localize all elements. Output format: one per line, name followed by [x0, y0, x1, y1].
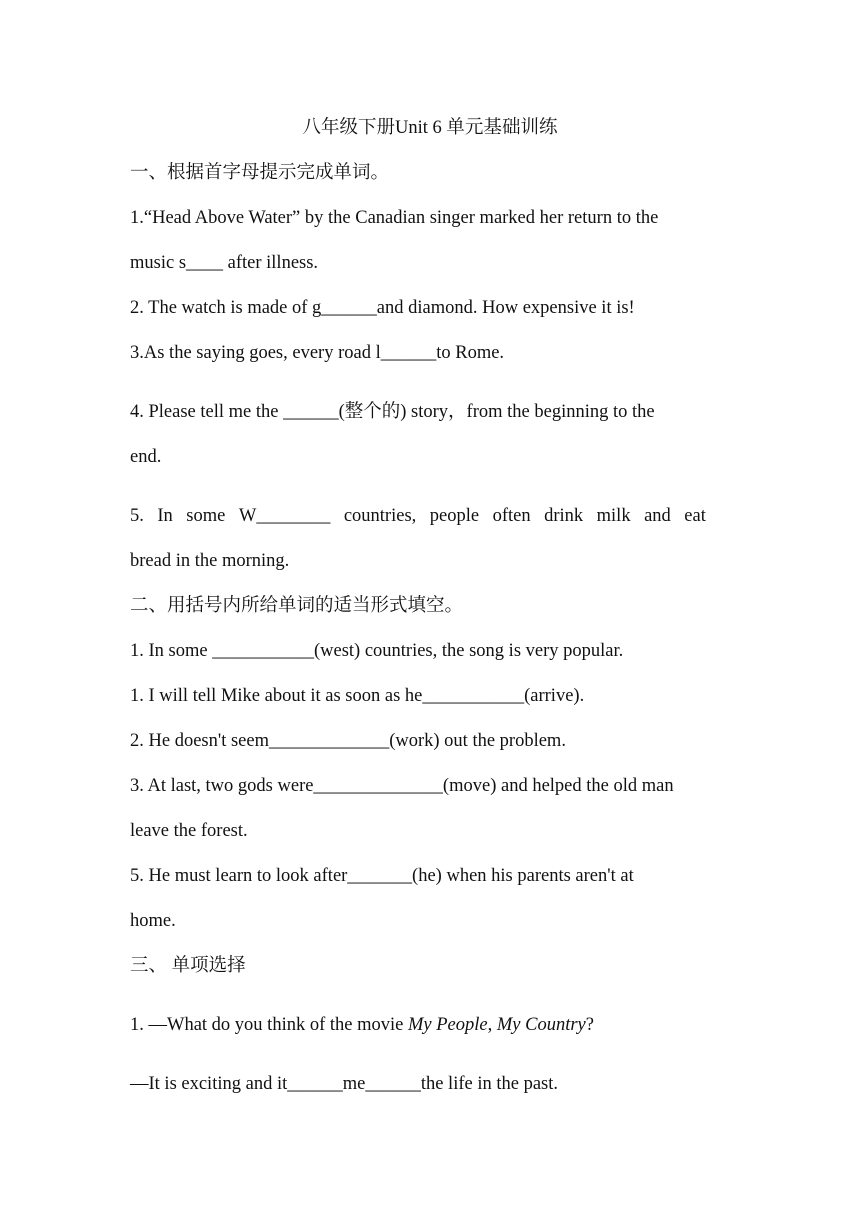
- s1-q5-word: and: [644, 506, 671, 526]
- s3-q1-answer: —It is exciting and it______me______the life in the past.: [130, 1074, 558, 1094]
- s1-q5-word: some: [186, 506, 226, 526]
- s1-q5-line2: bread in the morning.: [130, 551, 290, 571]
- s3-q1-comma: ,: [487, 1015, 497, 1035]
- s1-q5-word: milk: [596, 506, 631, 526]
- s1-q5-word: 5.: [130, 506, 144, 526]
- s1-q3: 3.As the saying goes, every road l______to Rome.: [130, 343, 505, 363]
- s3-q1-question: [130, 1013, 594, 1037]
- s2-q3-line2: leave the forest.: [130, 821, 248, 841]
- s1-q5-word: W________: [238, 506, 331, 526]
- s1-q4-line2: end.: [130, 447, 162, 467]
- s1-q5-word: often: [492, 506, 531, 526]
- s1-q1-line1: 1.“Head Above Water” by the Canadian singer marked her return to the: [130, 208, 659, 228]
- section-3-heading: 三、 单项选择: [130, 956, 246, 976]
- s1-q1-line2: music s____ after illness.: [130, 253, 319, 273]
- s1-q5-word: eat: [684, 506, 706, 526]
- s1-q5-word: people: [429, 506, 480, 526]
- s3-q1-suffix: ?: [585, 1015, 594, 1035]
- page-title: 八年级下册Unit 6 单元基础训练: [302, 118, 558, 138]
- s1-q5-word: drink: [544, 506, 584, 526]
- s3-q1-prefix: 1. —What do you think of the movie: [130, 1015, 408, 1035]
- s2-q2: 2. He doesn't seem_____________(work) out the problem.: [130, 731, 566, 751]
- s2-q3-line1: 3. At last, two gods were______________(move) and helped the old man: [130, 776, 674, 796]
- s2-q1: 1. In some ___________(west) countries, the song is very popular.: [130, 641, 624, 661]
- section-2-heading: 二、用括号内所给单词的适当形式填空。: [130, 596, 464, 616]
- s1-q2: 2. The watch is made of g______and diamond. How expensive it is!: [130, 298, 635, 318]
- s1-q4-line1: 4. Please tell me the ______(整个的) story，from the beginning to the: [130, 402, 655, 422]
- s1-q5-line1: [130, 504, 706, 528]
- s1-q5-word: In: [157, 506, 173, 526]
- s3-q1-movie-title-part1: My People: [407, 1015, 488, 1035]
- section-1-heading: 一、根据首字母提示完成单词。: [130, 163, 390, 183]
- s2-q5-line2: home.: [130, 911, 176, 931]
- s2-q5-line1: 5. He must learn to look after_______(he) when his parents aren't at: [130, 866, 634, 886]
- s3-q1-movie-title-part2: My Country: [496, 1015, 586, 1035]
- s2-q1b: 1. I will tell Mike about it as soon as he___________(arrive).: [130, 686, 585, 706]
- s1-q5-word: countries,: [343, 506, 417, 526]
